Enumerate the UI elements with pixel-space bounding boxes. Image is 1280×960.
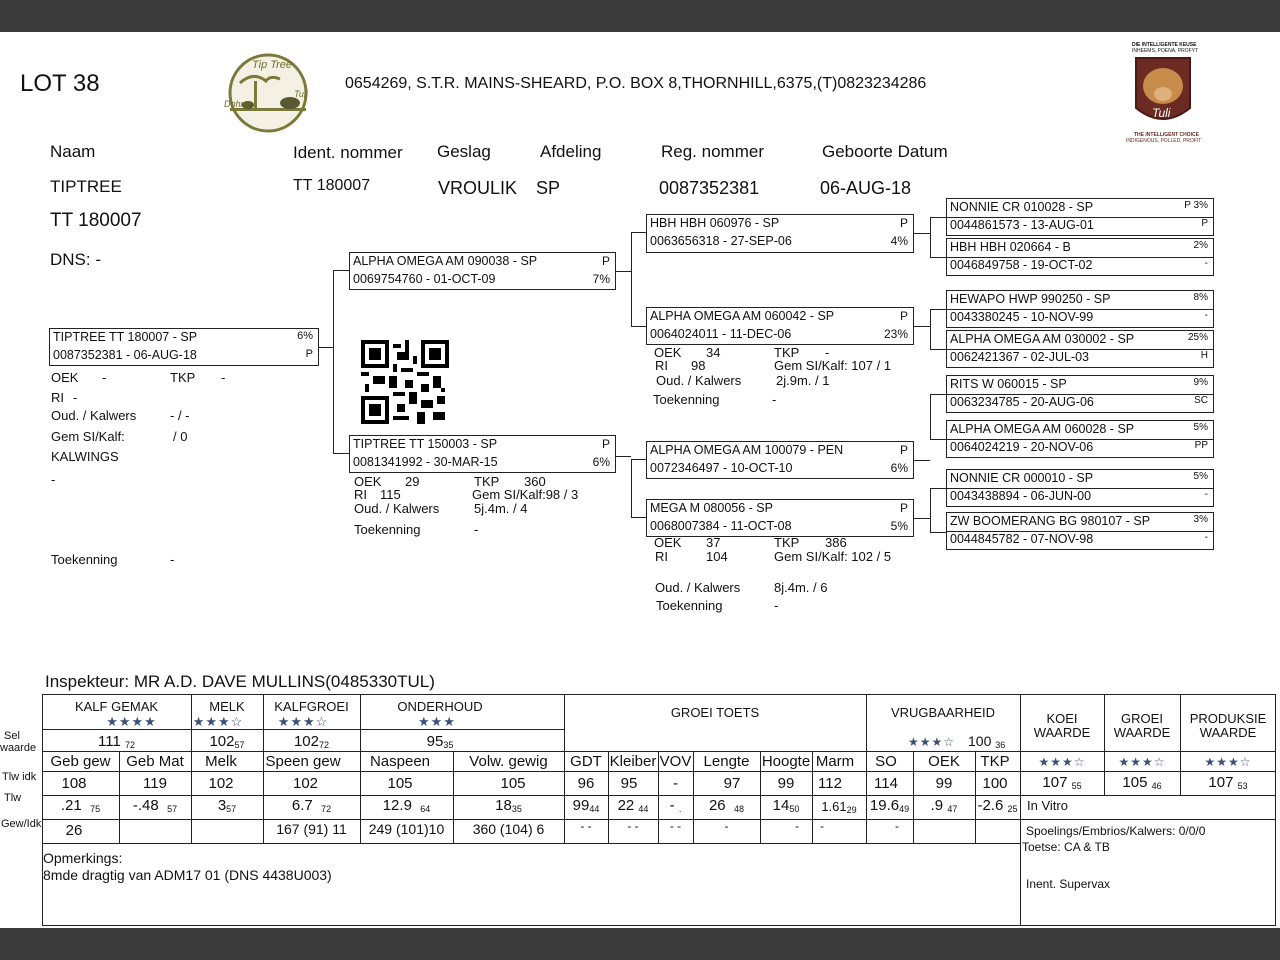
stars-vrugbaarheid: ★★★☆ — [908, 735, 956, 749]
label-naam: Naam — [50, 142, 96, 161]
sd-code: P — [899, 309, 908, 323]
dam-ri: 115 — [380, 487, 401, 502]
gg7-reg: 0043438894 - 06-JUN-00 — [950, 489, 1092, 503]
row-label-tlw-idk: Tlw idk — [2, 771, 37, 783]
pedigree-dam — [349, 435, 616, 473]
dam-oud: 5j.4m. / 4 — [474, 501, 528, 516]
gg5-pct: 9% — [1193, 377, 1208, 388]
gew-idk-cell: - — [724, 819, 729, 833]
sel-vrugbaarheid-acc: 36 — [995, 740, 1006, 750]
group-vrugbaarheid: VRUGBAARHEID — [890, 705, 996, 720]
sire-code: P — [601, 254, 610, 268]
spoelings: Spoelings/Embrios/Kalwers: 0/0/0 — [1026, 824, 1206, 838]
value-ident: TT 180007 — [293, 177, 371, 194]
row-label-tlw: Tlw — [4, 792, 22, 804]
self-reg: 0087352381 - 06-AUG-18 — [53, 348, 197, 362]
tlw-idk-cell: 105 — [387, 775, 413, 792]
gg4-pct: 25% — [1187, 332, 1208, 343]
dd-oud: 8j.4m. / 6 — [774, 580, 828, 595]
tlw-idk-cell: 105 — [500, 775, 526, 792]
tlw-value: 26 — [708, 797, 726, 814]
gg1-code: P — [1201, 218, 1208, 229]
tlw-acc: 57 — [167, 804, 178, 814]
tlw-value: 19.6 — [869, 797, 900, 814]
lot-number: LOT 38 — [20, 70, 100, 97]
sel-kalfgroei-value: 102 — [293, 733, 319, 750]
tlw-value: 18 — [495, 797, 512, 814]
tlw-acc: 25 — [1007, 804, 1018, 814]
groei-waarde — [1104, 774, 1180, 791]
gew-idk-cell: - — [795, 819, 799, 833]
gew-idk-cell: 26 — [65, 822, 83, 839]
label-ident: Ident. nommer — [293, 143, 403, 162]
group-melk: MELK — [209, 699, 245, 714]
produksie-waarde — [1180, 774, 1276, 791]
self-gem: / 0 — [173, 429, 188, 444]
gg6-reg: 0064024219 - 20-NOV-06 — [950, 440, 1094, 454]
dd-gem: Gem SI/Kalf: 102 / 5 — [774, 549, 892, 564]
sd-tkp: - — [825, 345, 830, 360]
stars-melk: ★★★☆ — [192, 714, 244, 729]
sel-kalf-gemak — [42, 733, 191, 750]
sd-oud-label: Oud. / Kalwers — [656, 373, 742, 388]
dd-tkp-label: TKP — [774, 535, 800, 550]
koei-waarde-acc: 55 — [1071, 781, 1082, 791]
sire-pct: 7% — [592, 272, 610, 286]
group-groei-2: WAARDE — [1113, 725, 1171, 740]
sd-toekenning: - — [772, 392, 777, 407]
gg1-reg: 0044861573 - 13-AUG-01 — [950, 218, 1094, 232]
koei-waarde — [1020, 774, 1104, 791]
gew-idk-cell: - - — [580, 819, 592, 833]
sd-tkp-label: TKP — [774, 345, 800, 360]
self-oek-label: OEK — [51, 370, 79, 385]
tlw-value: 22 — [617, 797, 635, 814]
pedigree-sire — [349, 252, 616, 290]
col-so: SO — [875, 753, 897, 770]
col-kleiber: Kleiber — [609, 753, 657, 770]
gg2-reg: 0046849758 - 19-OCT-02 — [950, 258, 1093, 272]
gg8-name: ZW BOOMERANG BG 980107 - SP — [950, 514, 1151, 528]
tlw-idk-cell: 112 — [818, 775, 842, 792]
tlw-cell — [453, 797, 564, 814]
stars-onderhoud: ★★★ — [418, 714, 456, 729]
group-produksie-1: PRODUKSIE — [1189, 711, 1267, 726]
gew-idk-cell: - - — [669, 819, 682, 833]
gg5-reg: 0063234785 - 20-AUG-06 — [950, 395, 1094, 409]
ss-reg: 0063656318 - 27-SEP-06 — [650, 234, 792, 248]
tlw-value: - — [669, 797, 675, 814]
self-gem-label: Gem SI/Kalf: — [51, 429, 125, 444]
tlw-idk-cell: 114 — [874, 775, 898, 792]
pedigree-gg-8 — [946, 512, 1214, 550]
dam-toekenning: - — [474, 522, 479, 537]
tlw-cell — [608, 797, 658, 814]
gew-idk-cell: - — [895, 819, 899, 833]
self-ri: - — [73, 390, 78, 405]
gg4-code: H — [1200, 350, 1208, 361]
col-speen-gew: Speen gew — [265, 753, 341, 770]
sd-oek: 34 — [706, 345, 721, 360]
pedigree-gg-5 — [946, 375, 1214, 413]
tlw-value: 6.7 — [291, 797, 313, 814]
sd-pct: 23% — [883, 327, 908, 341]
self-toekenning-label: Toekenning — [51, 552, 118, 567]
tuli-logo — [1122, 42, 1206, 146]
koei-waarde-value: 107 — [1042, 774, 1068, 791]
col-vov: VOV — [659, 753, 692, 770]
remarks: 8mde dragtig van ADM17 01 (DNS 4438U003) — [43, 867, 332, 883]
tlw-acc: 48 — [734, 804, 745, 814]
dd-pct: 5% — [890, 519, 908, 533]
produksie-waarde-acc: 53 — [1237, 781, 1248, 791]
pedigree-dam-sire — [646, 441, 914, 479]
pedigree-gg-3 — [946, 290, 1214, 328]
sel-vrugbaarheid — [968, 733, 1005, 750]
sel-vrugbaarheid-value: 100 — [968, 733, 992, 749]
sel-onderhoud-value: 95 — [426, 733, 444, 750]
inent: Inent. Supervax — [1026, 877, 1111, 891]
gew-idk-cell: - - — [627, 819, 639, 833]
col-melk: Melk — [205, 753, 237, 770]
stars-produksie: ★★★☆ — [1204, 755, 1252, 769]
ds-pct: 6% — [890, 461, 908, 475]
tlw-cell — [191, 797, 263, 814]
group-onderhoud: ONDERHOUD — [397, 699, 483, 714]
ss-pct: 4% — [890, 234, 908, 248]
sd-reg: 0064024011 - 11-DEC-06 — [650, 327, 792, 341]
tlw-acc: 57 — [226, 804, 237, 814]
dam-code: P — [601, 437, 610, 451]
gg8-code: - — [1204, 532, 1208, 543]
tlw-value: -.48 — [132, 797, 159, 814]
col-oek: OEK — [928, 753, 960, 770]
dd-oud-label: Oud. / Kalwers — [655, 580, 741, 595]
dd-toekenning-label: Toekenning — [656, 598, 723, 613]
pedigree-sire-dam — [646, 307, 914, 345]
tlw-cell — [913, 797, 975, 814]
dam-oek-label: OEK — [354, 474, 382, 489]
tlw-idk-cell: 96 — [577, 775, 595, 792]
self-pct: 6% — [297, 330, 313, 342]
tlw-cell — [658, 797, 693, 814]
dam-reg: 0081341992 - 30-MAR-15 — [353, 455, 498, 469]
sel-melk — [191, 733, 263, 750]
stars-koei: ★★★☆ — [1038, 755, 1086, 769]
dam-tkp-label: TKP — [474, 474, 500, 489]
logo-text-3: Dohne — [224, 99, 251, 109]
col-geb-mat: Geb Mat — [126, 753, 184, 770]
group-kalf-gemak: KALF GEMAK — [74, 699, 159, 714]
tlw-cell — [263, 797, 360, 814]
tlw-value: 1.61 — [821, 799, 847, 814]
gg7-name: NONNIE CR 000010 - SP — [950, 471, 1094, 485]
gg3-code: - — [1204, 310, 1208, 321]
tlw-cell — [812, 799, 866, 815]
row-label-waarde: waarde — [0, 742, 37, 754]
qr-code — [361, 340, 449, 424]
self-toekenning: - — [170, 552, 175, 567]
sel-onderhoud — [360, 733, 520, 750]
group-groei-1: GROEI — [1121, 711, 1163, 726]
sd-ri-label: RI — [655, 358, 668, 373]
ds-name: ALPHA OMEGA AM 100079 - PEN — [650, 443, 844, 457]
logo-text-1: Tip Tree — [252, 59, 293, 71]
in-vitro: In Vitro — [1027, 798, 1068, 813]
dam-pct: 6% — [592, 455, 610, 469]
gg6-name: ALPHA OMEGA AM 060028 - SP — [950, 422, 1135, 436]
tlw-value: 3 — [217, 797, 227, 814]
tlw-acc: 72 — [321, 804, 332, 814]
col-marm: Marm — [815, 753, 855, 770]
tlw-cell — [564, 797, 608, 814]
dd-oek: 37 — [706, 535, 721, 550]
tlw-cell — [693, 797, 760, 814]
produksie-waarde-value: 107 — [1208, 774, 1234, 791]
gg5-code: SC — [1194, 395, 1208, 406]
dd-ri: 104 — [706, 549, 728, 564]
value-geslag: VROULIK — [438, 178, 518, 198]
sd-oud: 2j.9m. / 1 — [776, 373, 830, 388]
sire-reg: 0069754760 - 01-OCT-09 — [353, 272, 496, 286]
gg4-reg: 0062421367 - 02-JUL-03 — [950, 350, 1089, 364]
ss-code: P — [899, 216, 908, 230]
group-koei-2: WAARDE — [1033, 725, 1091, 740]
dam-tkp: 360 — [524, 474, 546, 489]
ds-code: P — [899, 443, 908, 457]
tuli-logo-bottom: THE INTELLIGENT CHOICE — [1134, 132, 1199, 138]
dd-ri-label: RI — [655, 549, 668, 564]
gg8-reg: 0044845782 - 07-NOV-98 — [950, 532, 1094, 546]
sd-oek-label: OEK — [654, 345, 682, 360]
gg2-name: HBH HBH 020664 - B — [950, 240, 1071, 254]
dd-name: MEGA M 080056 - SP — [650, 501, 773, 515]
sel-onderhoud-acc: 35 — [443, 740, 454, 750]
gg8-pct: 3% — [1193, 514, 1208, 525]
tlw-acc: 49 — [899, 804, 910, 814]
tlw-value: 14 — [772, 797, 790, 814]
gew-idk-cell: - — [820, 819, 824, 833]
col-geb-gew: Geb gew — [50, 753, 111, 770]
owner-address: 0654269, S.T.R. MAINS-SHEARD, P.O. BOX 8,THORNHILL,6375,(T)0823234286 — [345, 75, 927, 92]
gew-idk-cell: 167 (91) 11 — [276, 821, 347, 837]
sd-name: ALPHA OMEGA AM 060042 - SP — [650, 309, 835, 323]
gg5-name: RITS W 060015 - SP — [950, 377, 1067, 391]
tlw-acc: . — [678, 804, 682, 814]
dns: DNS: - — [50, 250, 101, 269]
self-oud-label: Oud. / Kalwers — [51, 408, 137, 423]
value-naam: TIPTREE — [50, 177, 122, 196]
self-kalwings-value: - — [51, 472, 56, 487]
groei-waarde-value: 105 — [1122, 774, 1148, 791]
self-kalwings-label: KALWINGS — [51, 449, 119, 464]
tlw-cell — [760, 797, 812, 814]
row-label-gew-idk: Gew/Idk — [1, 818, 42, 830]
gew-idk-cell: 360 (104) 6 — [472, 821, 545, 837]
self-name: TIPTREE TT 180007 - SP — [53, 330, 198, 344]
ss-name: HBH HBH 060976 - SP — [650, 216, 780, 230]
gew-idk-cell: 249 (101)10 — [368, 821, 445, 837]
tuli-logo-top2: INHEEMS, POENA, PROFYT — [1132, 48, 1199, 54]
label-reg: Reg. nommer — [661, 142, 764, 161]
pedigree-gg-4 — [946, 330, 1214, 368]
tlw-idk-cell: 119 — [143, 775, 167, 792]
tlw-value: .21 — [60, 797, 82, 814]
gg7-pct: 5% — [1193, 471, 1208, 482]
remarks-label: Opmerkings: — [43, 850, 123, 866]
tlw-idk-cell: 95 — [620, 775, 638, 792]
col-hoogte: Hoogte — [761, 753, 811, 770]
tlw-acc: 64 — [420, 804, 431, 814]
gg6-pct: 5% — [1193, 422, 1208, 433]
self-oek: - — [102, 370, 107, 385]
dam-name: TIPTREE TT 150003 - SP — [353, 437, 498, 451]
gg1-name: NONNIE CR 010028 - SP — [950, 200, 1094, 214]
tlw-acc: 75 — [90, 804, 101, 814]
col-volw-gewig: Volw. gewig — [469, 753, 548, 770]
tuli-logo-brand: Tuli — [1152, 106, 1171, 120]
label-geboorte: Geboorte Datum — [822, 142, 948, 161]
gg6-code: PP — [1194, 440, 1208, 451]
col-tkp: TKP — [980, 753, 1010, 770]
tlw-acc: 44 — [638, 804, 649, 814]
tuli-logo-top: DIE INTELLIGENTE KEUSE — [1132, 42, 1197, 48]
tlw-idk-cell: 102 — [292, 775, 319, 792]
tlw-cell — [360, 797, 453, 814]
sel-kalfgroei — [263, 733, 360, 750]
col-gdt: GDT — [570, 753, 602, 770]
dd-code: P — [899, 501, 908, 515]
dam-ri-label: RI — [354, 487, 367, 502]
sel-kalf-gemak-acc: 72 — [124, 740, 135, 750]
pedigree-gg-1 — [946, 198, 1214, 236]
gg3-name: HEWAPO HWP 990250 - SP — [950, 292, 1111, 306]
tlw-cell — [119, 797, 191, 814]
pedigree-dam-dam — [646, 499, 914, 537]
tlw-value: -2.6 — [977, 797, 1004, 814]
tlw-cell — [975, 797, 1020, 814]
dd-tkp: 386 — [825, 535, 847, 550]
gg4-name: ALPHA OMEGA AM 030002 - SP — [950, 332, 1135, 346]
tlw-idk-cell: 100 — [982, 775, 1008, 792]
pedigree-gg-6 — [946, 420, 1214, 458]
sel-kalfgroei-acc: 72 — [319, 740, 330, 750]
gg2-code: - — [1204, 258, 1208, 269]
col-naspeen: Naspeen — [369, 753, 431, 770]
pedigree-gg-2 — [946, 238, 1214, 276]
group-produksie-2: WAARDE — [1199, 725, 1257, 740]
tuli-logo-bottom2: INDIGENOUS, POLLED, PROFIT — [1126, 138, 1202, 144]
logo-text-2: Tuli — [294, 89, 308, 99]
tlw-value: .9 — [930, 797, 944, 814]
stars-kalfgroei: ★★★☆ — [277, 714, 329, 729]
tlw-idk-cell: 99 — [935, 775, 953, 792]
tlw-acc: 44 — [589, 804, 600, 814]
bottom-bar — [0, 928, 1280, 960]
tiptree-logo — [218, 53, 318, 133]
group-koei-1: KOEI — [1046, 711, 1078, 726]
sire-name: ALPHA OMEGA AM 090038 - SP — [353, 254, 538, 268]
dam-oud-label: Oud. / Kalwers — [354, 501, 440, 516]
pedigree-sire-sire — [646, 214, 914, 253]
dam-gem: Gem SI/Kalf:98 / 3 — [472, 487, 579, 502]
group-kalfgroei: KALFGROEI — [274, 699, 349, 714]
tlw-idk-cell: 99 — [777, 775, 795, 792]
inspector: Inspekteur: MR A.D. DAVE MULLINS(0485330TUL) — [45, 672, 435, 691]
dam-oek: 29 — [405, 474, 420, 489]
tlw-idk-cell: 108 — [61, 775, 87, 792]
self-oud: - / - — [170, 408, 190, 423]
tlw-cell — [42, 797, 119, 814]
gg3-pct: 8% — [1193, 292, 1208, 303]
tlw-acc: 35 — [511, 804, 522, 814]
sd-toekenning-label: Toekenning — [653, 392, 720, 407]
tlw-idk-cell: 102 — [208, 775, 234, 792]
tlw-idk-cell: 97 — [723, 775, 741, 792]
self-code: P — [305, 348, 313, 360]
gg3-reg: 0043380245 - 10-NOV-99 — [950, 310, 1094, 324]
sel-melk-value: 102 — [209, 733, 235, 750]
row-label-sel: Sel — [4, 730, 20, 742]
gg2-pct: 2% — [1193, 240, 1208, 251]
sd-ri: 98 — [691, 358, 706, 373]
toetse: Toetse: CA & TB — [1022, 840, 1110, 854]
tlw-acc: 50 — [789, 804, 800, 814]
tlw-cell — [866, 797, 913, 814]
value-geboorte: 06-AUG-18 — [820, 178, 912, 198]
ds-reg: 0072346497 - 10-OCT-10 — [650, 461, 793, 475]
top-bar — [0, 0, 1280, 32]
tt-number: TT 180007 — [50, 210, 142, 231]
gg1-pct: P 3% — [1184, 200, 1208, 211]
pedigree-self — [49, 328, 319, 366]
tlw-value: 99 — [572, 797, 590, 814]
label-geslag: Geslag — [437, 142, 491, 161]
gg7-code: - — [1204, 489, 1208, 500]
dam-toekenning-label: Toekenning — [354, 522, 421, 537]
tlw-acc: 29 — [846, 805, 857, 815]
sel-melk-acc: 57 — [234, 740, 245, 750]
groei-waarde-acc: 46 — [1151, 781, 1162, 791]
self-tkp: - — [221, 370, 226, 385]
stars-kalf-gemak: ★★★★ — [106, 714, 157, 729]
self-tkp-label: TKP — [170, 370, 196, 385]
col-lengte: Lengte — [703, 753, 750, 770]
group-groei-toets: GROEI TOETS — [670, 705, 760, 720]
tlw-value: 12.9 — [382, 797, 412, 814]
tlw-idk-cell: - — [673, 775, 678, 792]
sd-gem: Gem SI/Kalf: 107 / 1 — [774, 358, 892, 373]
pedigree-gg-7 — [946, 469, 1214, 507]
tlw-acc: 47 — [947, 804, 958, 814]
dd-reg: 0068007384 - 11-OCT-08 — [650, 519, 792, 533]
value-afdeling: SP — [536, 178, 561, 198]
self-ri-label: RI — [51, 390, 64, 405]
stars-groei: ★★★☆ — [1118, 755, 1166, 769]
value-reg: 0087352381 — [659, 178, 760, 198]
label-afdeling: Afdeling — [540, 142, 602, 161]
dd-oek-label: OEK — [654, 535, 682, 550]
sel-kalf-gemak-value: 111 — [98, 733, 121, 750]
dd-toekenning: - — [774, 598, 779, 613]
